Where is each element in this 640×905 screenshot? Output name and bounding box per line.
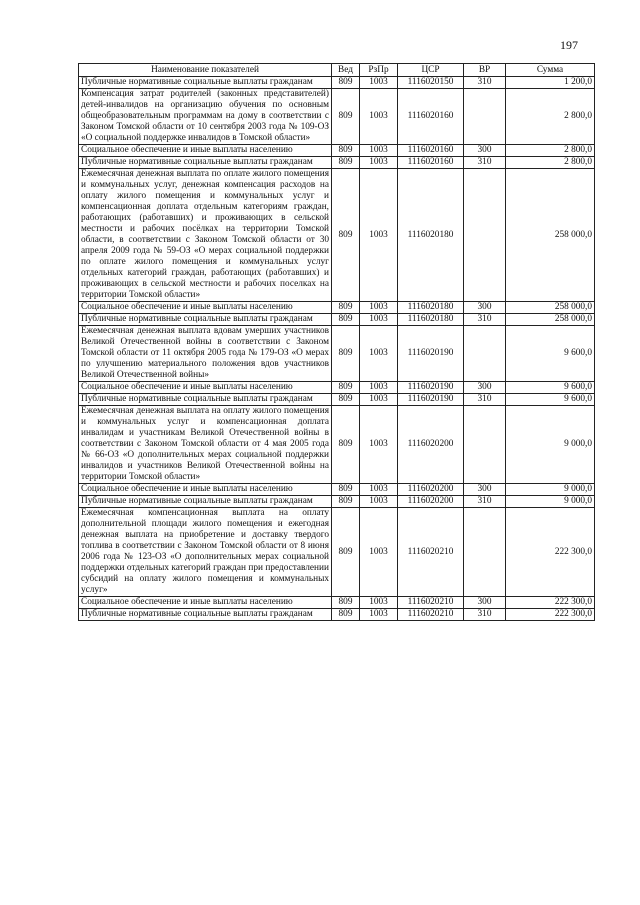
row-rzpr-cell: 1003 [360,597,398,609]
row-rzpr-cell: 1003 [360,508,398,597]
row-name-cell: Публичные нормативные социальные выплаты гражданам [79,157,332,169]
row-rzpr-cell: 1003 [360,326,398,382]
row-csr-cell: 1116020200 [398,496,464,508]
row-rzpr-cell: 1003 [360,302,398,314]
row-ved-cell: 809 [332,484,360,496]
header-ved: Вед [332,64,360,77]
row-csr-cell: 1116020190 [398,382,464,394]
row-vr-cell [464,89,506,145]
row-csr-cell: 1116020150 [398,77,464,89]
row-name-cell: Социальное обеспечение и иные выплаты населению [79,382,332,394]
table-row [79,609,595,621]
row-vr-cell: 310 [464,157,506,169]
row-rzpr-cell: 1003 [360,157,398,169]
row-rzpr-cell: 1003 [360,77,398,89]
row-csr-cell: 1116020180 [398,302,464,314]
row-csr-cell: 1116020210 [398,609,464,621]
row-vr-cell: 300 [464,382,506,394]
page-number: 197 [560,38,578,52]
header-sum: Сумма [506,64,595,77]
header-vr: ВР [464,64,506,77]
row-sum-cell: 222 300,0 [506,508,595,597]
header-csr: ЦСР [398,64,464,77]
row-vr-cell [464,326,506,382]
row-name-cell: Социальное обеспечение и иные выплаты населению [79,145,332,157]
row-csr-cell: 1116020160 [398,145,464,157]
row-rzpr-cell: 1003 [360,484,398,496]
row-ved-cell: 809 [332,77,360,89]
row-sum-cell: 258 000,0 [506,302,595,314]
table-header-row [79,64,595,77]
row-name-cell: Социальное обеспечение и иные выплаты населению [79,302,332,314]
table-row [79,326,595,382]
row-vr-cell [464,406,506,484]
row-csr-cell: 1116020210 [398,597,464,609]
row-ved-cell: 809 [332,169,360,302]
row-name-cell: Публичные нормативные социальные выплаты гражданам [79,314,332,326]
row-rzpr-cell: 1003 [360,89,398,145]
header-name: Наименование показателей [79,64,332,77]
table-row [79,394,595,406]
row-name-cell: Публичные нормативные социальные выплаты гражданам [79,77,332,89]
row-sum-cell: 9 600,0 [506,382,595,394]
row-name-cell: Ежемесячная денежная выплата по оплате жилого помещения и коммунальных услуг, денежная компенсация расходов на оплату жилого помещения и коммунальных услуг и компенсационная доплата отдельным категориям граждан, работающих (работавших) и проживающих в сельской местности и рабочих посёлках на территории Томской области, в соответствии с Законом Томской области от 30 апреля 2009 года № 59-ОЗ «О мерах социальной поддержки по оплате жилого помещения и коммунальных услуг отдельных категорий граждан, работающих (работавших) и проживающих в сельской местности и рабочих поселках на территории Томской области» [79,169,332,302]
row-csr-cell: 1116020180 [398,169,464,302]
table-row [79,77,595,89]
row-ved-cell: 809 [332,406,360,484]
row-sum-cell: 9 000,0 [506,406,595,484]
row-csr-cell: 1116020200 [398,406,464,484]
table-row [79,382,595,394]
table-row [79,169,595,302]
row-ved-cell: 809 [332,508,360,597]
budget-table [78,63,595,621]
table-row [79,302,595,314]
row-sum-cell: 2 800,0 [506,89,595,145]
row-rzpr-cell: 1003 [360,169,398,302]
row-vr-cell: 310 [464,314,506,326]
table-row [79,508,595,597]
row-vr-cell: 300 [464,597,506,609]
row-vr-cell: 300 [464,302,506,314]
row-vr-cell [464,508,506,597]
row-name-cell: Ежемесячная компенсационная выплата на оплату дополнительной площади жилого помещения и ежегодная денежная выплата на приобретение и доставку твердого топлива в соответствии с Законом Томской области от 8 июня 2006 года № 123-ОЗ «О дополнительных мерах социальной поддержки отдельных категорий граждан при предоставлении субсидий на оплату жилого помещения и коммунальных услуг» [79,508,332,597]
row-csr-cell: 1116020160 [398,157,464,169]
table-row [79,314,595,326]
row-sum-cell: 222 300,0 [506,597,595,609]
row-ved-cell: 809 [332,496,360,508]
row-name-cell: Публичные нормативные социальные выплаты гражданам [79,394,332,406]
row-name-cell: Публичные нормативные социальные выплаты гражданам [79,496,332,508]
table-row [79,496,595,508]
row-rzpr-cell: 1003 [360,394,398,406]
row-sum-cell: 1 200,0 [506,77,595,89]
table-body [79,77,595,621]
table-row [79,145,595,157]
row-sum-cell: 9 000,0 [506,484,595,496]
table-row [79,157,595,169]
row-name-cell: Ежемесячная денежная выплата на оплату жилого помещения и коммунальных услуг и компенсационная доплата инвалидам и участникам Великой Отечественной войны в соответствии с Законом Томской области от 4 мая 2005 года № 66-ОЗ «О дополнительных мерах социальной поддержки инвалидов и участников Великой Отечественной войны на территории Томской области» [79,406,332,484]
row-ved-cell: 809 [332,314,360,326]
row-rzpr-cell: 1003 [360,314,398,326]
row-ved-cell: 809 [332,609,360,621]
row-sum-cell: 258 000,0 [506,314,595,326]
row-sum-cell: 2 800,0 [506,157,595,169]
row-ved-cell: 809 [332,157,360,169]
row-csr-cell: 1116020200 [398,484,464,496]
row-rzpr-cell: 1003 [360,145,398,157]
row-sum-cell: 258 000,0 [506,169,595,302]
row-csr-cell: 1116020160 [398,89,464,145]
row-name-cell: Социальное обеспечение и иные выплаты населению [79,484,332,496]
row-vr-cell [464,169,506,302]
row-vr-cell: 300 [464,484,506,496]
row-rzpr-cell: 1003 [360,609,398,621]
row-vr-cell: 310 [464,609,506,621]
row-ved-cell: 809 [332,145,360,157]
row-sum-cell: 9 000,0 [506,496,595,508]
row-csr-cell: 1116020190 [398,326,464,382]
table-row [79,406,595,484]
table-row [79,484,595,496]
row-csr-cell: 1116020190 [398,394,464,406]
row-name-cell: Социальное обеспечение и иные выплаты населению [79,597,332,609]
row-sum-cell: 222 300,0 [506,609,595,621]
row-csr-cell: 1116020180 [398,314,464,326]
table-row [79,89,595,145]
row-name-cell: Компенсация затрат родителей (законных представителей) детей-инвалидов на организацию обучения по основным общеобразовательным программам на дому в соответствии с Законом Томской области от 10 сентября 2003 года № 109-ОЗ «О социальной поддержке инвалидов в Томской области» [79,89,332,145]
row-sum-cell: 9 600,0 [506,394,595,406]
row-name-cell: Публичные нормативные социальные выплаты гражданам [79,609,332,621]
row-ved-cell: 809 [332,302,360,314]
row-vr-cell: 310 [464,77,506,89]
row-vr-cell: 300 [464,145,506,157]
row-sum-cell: 2 800,0 [506,145,595,157]
table-row [79,597,595,609]
header-rzpr: РзПр [360,64,398,77]
row-ved-cell: 809 [332,89,360,145]
row-rzpr-cell: 1003 [360,382,398,394]
row-ved-cell: 809 [332,326,360,382]
row-ved-cell: 809 [332,394,360,406]
row-ved-cell: 809 [332,597,360,609]
row-rzpr-cell: 1003 [360,406,398,484]
row-rzpr-cell: 1003 [360,496,398,508]
row-sum-cell: 9 600,0 [506,326,595,382]
row-vr-cell: 310 [464,394,506,406]
row-name-cell: Ежемесячная денежная выплата вдовам умерших участников Великой Отечественной войны в соответствии с Законом Томской области от 11 октября 2005 года № 179-ОЗ «О мерах по улучшению материального положения вдов участников Великой Отечественной войны» [79,326,332,382]
row-ved-cell: 809 [332,382,360,394]
row-csr-cell: 1116020210 [398,508,464,597]
row-vr-cell: 310 [464,496,506,508]
